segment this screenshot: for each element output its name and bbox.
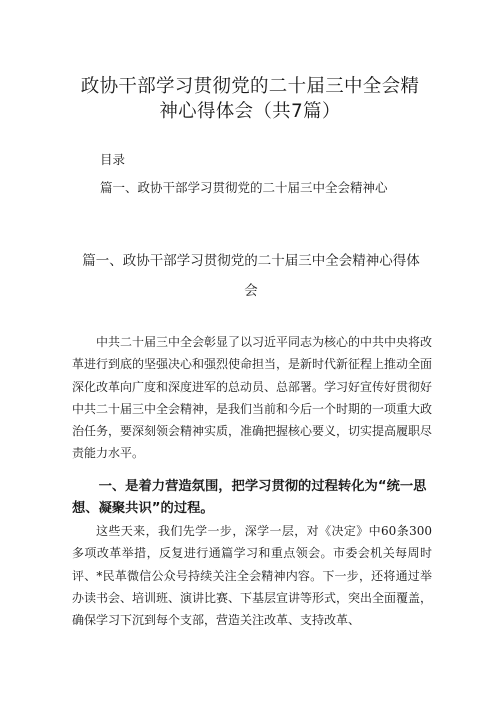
title-line-2: 神心得体会（共7篇）	[159, 101, 341, 122]
body-paragraph-1: 中共二十届三中全会彰显了以习近平同志为核心的中共中央将改革进行到底的坚强决心和强烈使命担当，是新时代新征程上推动全面深化改革向广度和深度进军的总动员、总部署。学习好宣传好贯彻好中共二十届三中全会精神，是我们当前和今后一个时期的一项重大政治任务，要深刻领会精神实质，准确把握核心要义，切实提高履职尽责能力水平。	[72, 335, 433, 461]
toc-heading: 目录	[100, 152, 126, 167]
title-line-1: 政协干部学习贯彻党的二十届三中全会精	[80, 76, 420, 97]
toc-item-1[interactable]: 篇一、政协干部学习贯彻党的二十届三中全会精神心	[100, 180, 388, 195]
section-title-line-2: 会	[244, 283, 258, 299]
subheading-1: 一、是着力营造氛围，把学习贯彻的过程转化为“统一思想、凝聚共识”的过程。	[72, 479, 427, 516]
document-title	[60, 74, 440, 124]
body-paragraph-2: 这些天来，我们先学一步，深学一层，对《决定》中60条300多项改革举措，反复进行通篇学习和重点领会。市委会机关每周时评、*民革微信公众号持续关注全会精神内容。下一步，还将通过举办读书会、培训班、演讲比赛、下基层宣讲等形式，突出全面覆盖，确保学习下沉到每个支部，营造关注改革、支持改革、	[72, 524, 433, 628]
section-title-line-1: 篇一、政协干部学习贯彻党的二十届三中全会精神心得体	[82, 253, 420, 269]
section-title	[76, 246, 426, 306]
